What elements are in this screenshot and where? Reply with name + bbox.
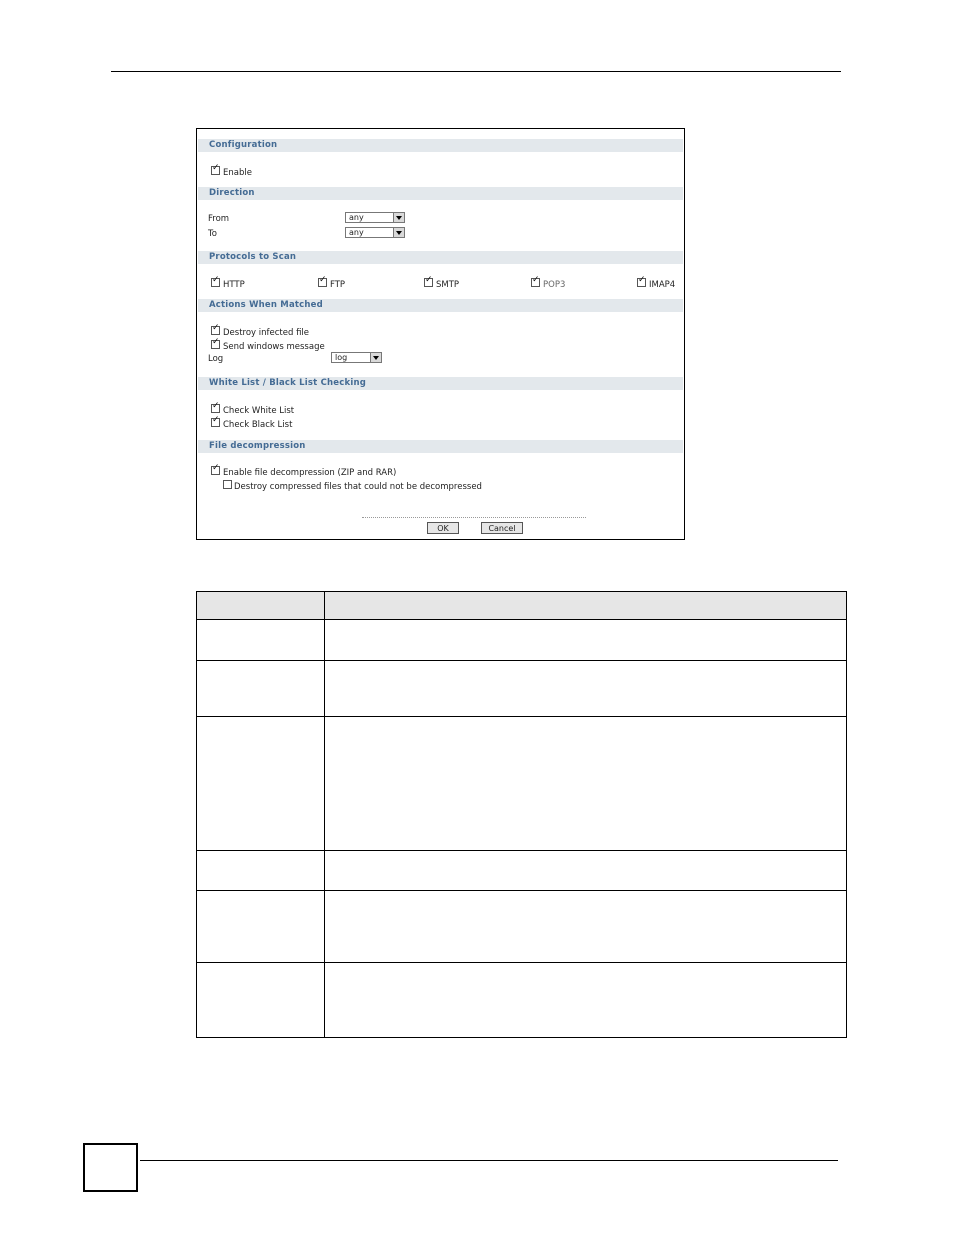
imap4-label: IMAP4 xyxy=(649,280,676,290)
section-configuration: Configuration xyxy=(198,139,683,152)
table-cell xyxy=(197,851,325,891)
table-cell xyxy=(197,891,325,963)
section-protocols: Protocols to Scan xyxy=(198,251,683,264)
chevron-down-icon xyxy=(393,228,404,237)
ftp-checkbox[interactable] xyxy=(318,278,327,287)
cancel-button[interactable]: Cancel xyxy=(481,522,523,534)
table-row xyxy=(197,661,847,717)
to-select[interactable]: any xyxy=(345,227,405,238)
table-cell xyxy=(325,963,847,1038)
table-cell xyxy=(325,851,847,891)
smtp-checkbox[interactable] xyxy=(424,278,433,287)
enable-checkbox[interactable] xyxy=(211,166,220,175)
section-direction: Direction xyxy=(198,187,683,200)
imap4-checkbox[interactable] xyxy=(637,278,646,287)
table-row xyxy=(197,851,847,891)
table-cell xyxy=(197,717,325,851)
table-row xyxy=(197,620,847,661)
table-cell xyxy=(197,661,325,717)
destroy-compressed-checkbox[interactable] xyxy=(223,480,232,489)
destroy-infected-label: Destroy infected file xyxy=(223,328,310,338)
ok-button[interactable]: OK xyxy=(427,522,459,534)
from-select[interactable]: any xyxy=(345,212,405,223)
header-rule xyxy=(111,71,841,72)
chevron-down-icon xyxy=(393,213,404,222)
table-header-cell xyxy=(197,592,325,620)
from-label: From xyxy=(208,214,230,224)
table-header-cell xyxy=(325,592,847,620)
section-actions: Actions When Matched xyxy=(198,299,683,312)
footer-rule xyxy=(140,1160,838,1161)
page-number-box xyxy=(83,1143,138,1192)
white-list-checkbox[interactable] xyxy=(211,404,220,413)
chevron-down-icon xyxy=(370,353,381,362)
table-cell xyxy=(325,661,847,717)
table-cell xyxy=(197,620,325,661)
table-cell xyxy=(325,717,847,851)
ftp-label: FTP xyxy=(330,280,346,290)
table-row xyxy=(197,891,847,963)
table-row xyxy=(197,717,847,851)
black-list-label: Check Black List xyxy=(223,420,293,430)
enable-label: Enable xyxy=(223,168,252,178)
pop3-checkbox[interactable] xyxy=(531,278,540,287)
to-label: To xyxy=(208,229,217,239)
table-cell xyxy=(325,620,847,661)
http-label: HTTP xyxy=(223,280,245,290)
table-row xyxy=(197,963,847,1038)
white-list-label: Check White List xyxy=(223,406,295,416)
table-cell xyxy=(325,891,847,963)
button-divider xyxy=(362,517,586,518)
decompression-checkbox[interactable] xyxy=(211,466,220,475)
black-list-checkbox[interactable] xyxy=(211,418,220,427)
destroy-infected-checkbox[interactable] xyxy=(211,326,220,335)
smtp-label: SMTP xyxy=(436,280,460,290)
table-cell xyxy=(197,963,325,1038)
section-lists: White List / Black List Checking xyxy=(198,377,683,390)
description-table xyxy=(196,591,847,1038)
pop3-label: POP3 xyxy=(543,280,566,290)
log-label: Log xyxy=(208,354,224,364)
send-message-label: Send windows message xyxy=(223,342,325,352)
section-decompression: File decompression xyxy=(198,440,683,453)
send-message-checkbox[interactable] xyxy=(211,340,220,349)
http-checkbox[interactable] xyxy=(211,278,220,287)
anti-virus-config-screenshot xyxy=(196,128,685,540)
log-select[interactable]: log xyxy=(331,352,382,363)
destroy-compressed-label: Destroy compressed files that could not be decompressed xyxy=(234,482,482,492)
table-header-row xyxy=(197,592,847,620)
decompression-label: Enable file decompression (ZIP and RAR) xyxy=(223,468,397,478)
